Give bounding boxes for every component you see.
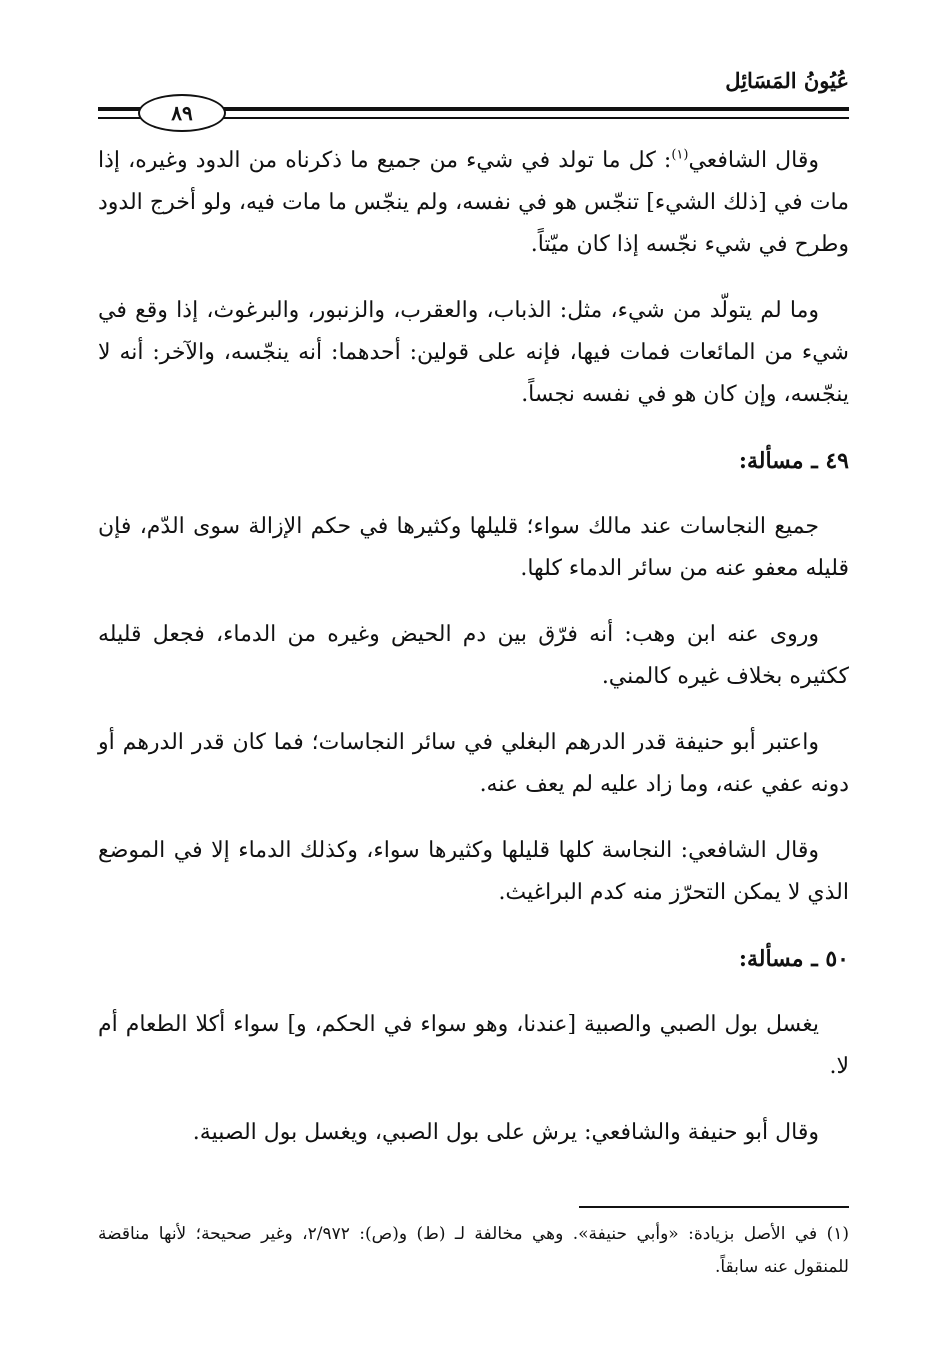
paragraph: واعتبر أبو حنيفة قدر الدرهم البغلي في سائر النجاسات؛ فما كان قدر الدرهم أو دونه عفي عنه، وما زاد عليه لم يعف عنه. xyxy=(98,730,849,797)
paragraph: وما لم يتولّد من شيء، مثل: الذباب، والعقرب، والزنبور، والبرغوث، إذا وقع في شيء من المائعات فمات فيها، فإنه على قولين: أحدهما: أنه ينجّسه، والآخر: أنه لا ينجّسه، وإن كان هو في نفسه نجساً. xyxy=(98,298,849,407)
paragraph xyxy=(98,140,849,266)
paragraph: جميع النجاسات عند مالك سواء؛ قليلها وكثيرها في حكم الإزالة سوى الدّم، فإن قليله معفو عنه من سائر الدماء كلها. xyxy=(98,514,849,581)
section-heading: ٤٩ ـ مسألة: xyxy=(738,448,849,474)
footnote: (١) في الأصل بزيادة: «وأبي حنيفة». وهي مخالفة لـ (ط) و(ص): ٢/٩٧٢، وغير صحيحة؛ لأنها مناقضة للمنقول عنه سابقاً. xyxy=(98,1224,849,1277)
footnotes xyxy=(98,1218,849,1284)
paragraph-text: : كل ما تولد في شيء من جميع ما ذكرناه من الدود وغيره، إذا مات في [ذلك الشيء] تنجّس هو في نفسه، ولم ينجّس ما مات فيه، ولو أخرج الدود وطرح في شيء نجّسه إذا كان ميّتاً. xyxy=(98,148,849,257)
running-title: عُيُونُ المَسَائِل xyxy=(725,68,849,93)
footnote-separator xyxy=(579,1206,849,1208)
page-number: ٨٩ xyxy=(138,94,226,132)
paragraph: وروى عنه ابن وهب: أنه فرّق بين دم الحيض وغيره من الدماء، فجعل قليله ككثيره بخلاف غيره كالمني. xyxy=(98,622,849,689)
paragraph: يغسل بول الصبي والصبية [عندنا، وهو سواء في الحكم، و] سواء أكلا الطعام أم لا. xyxy=(98,1012,849,1079)
paragraph-text: وقال الشافعي xyxy=(688,148,819,173)
paragraph: وقال أبو حنيفة والشافعي: يرش على بول الصبي، ويغسل بول الصبية. xyxy=(192,1120,819,1145)
page-body xyxy=(98,140,849,1178)
footnote-reference: (١) xyxy=(671,147,689,163)
paragraph: وقال الشافعي: النجاسة كلها قليلها وكثيرها سواء، وكذلك الدماء إلا في الموضع الذي لا يمكن التحرّز منه كدم البراغيث. xyxy=(98,838,849,905)
section-heading: ٥٠ ـ مسألة: xyxy=(738,946,849,972)
